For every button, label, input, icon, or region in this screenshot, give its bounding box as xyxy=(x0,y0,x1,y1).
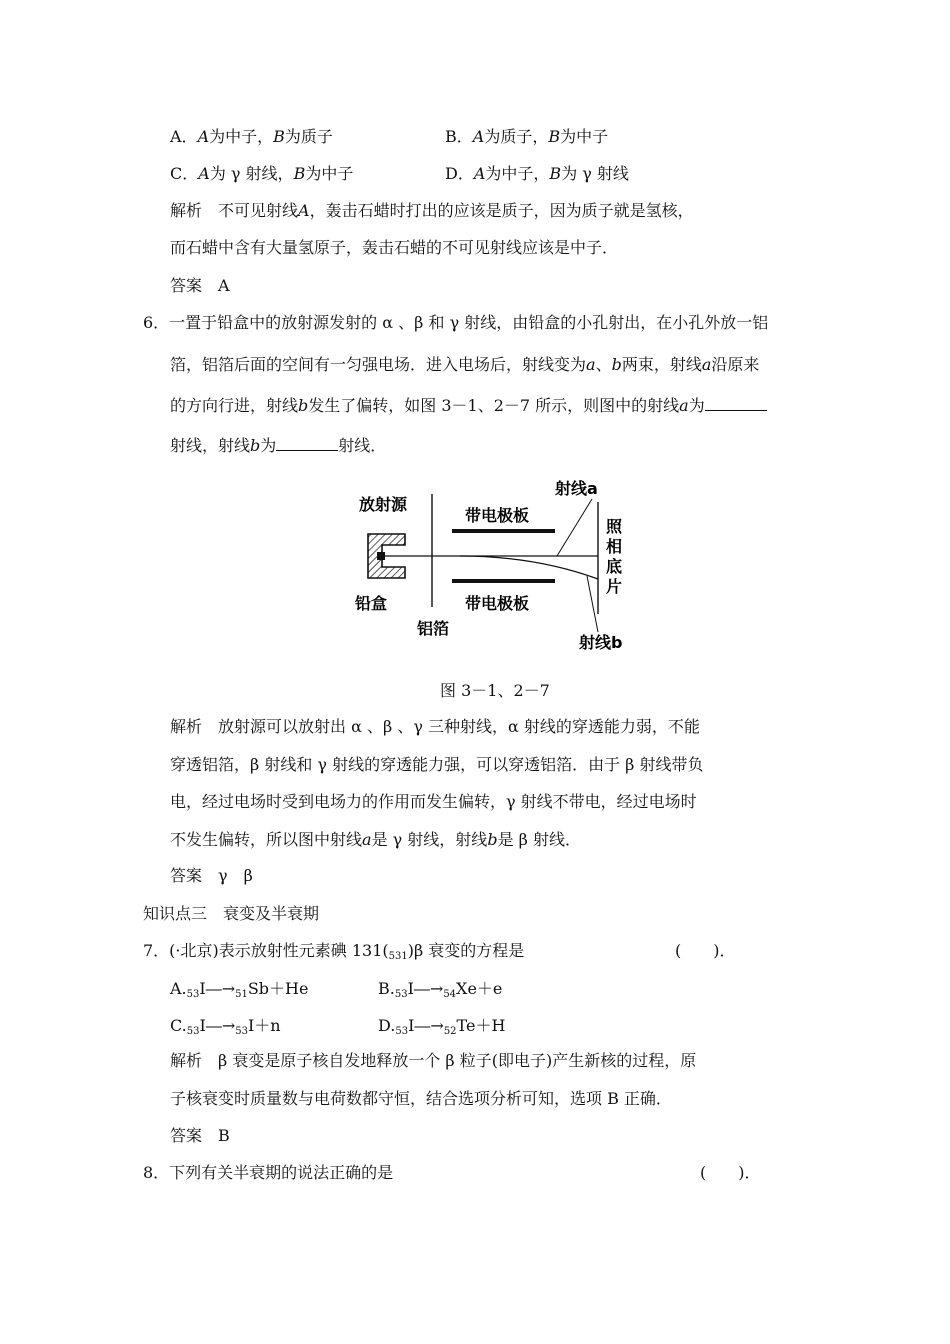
answer-blank xyxy=(705,396,767,411)
q6-analysis-line-4 xyxy=(170,830,581,850)
variable: b xyxy=(250,436,261,455)
formula-text: I―→ xyxy=(199,1016,236,1035)
formula-text: I―→ xyxy=(199,979,236,998)
analysis-text: 是 γ 射线，射线 xyxy=(371,830,488,849)
stem-text: 发生了偏转，如图 3－1、2－7 所示，则图中的射线 xyxy=(308,396,680,415)
variable: b xyxy=(298,396,309,415)
subscript: 53 xyxy=(394,989,408,1000)
variable: A xyxy=(198,164,210,183)
label-film-4: 片 xyxy=(606,577,623,596)
q6-stem-line-4 xyxy=(170,436,386,456)
stem-text: 为 xyxy=(260,436,277,455)
variable: a xyxy=(586,355,596,374)
variable: a xyxy=(701,355,712,374)
variable: a xyxy=(362,830,372,849)
option-text: 为 γ 射线 xyxy=(561,164,629,183)
stem-text: 7．(·北京)表示放射性元素碘 131( xyxy=(143,941,389,960)
stem-text: 沿原来 xyxy=(711,355,760,374)
option-prefix: A. xyxy=(170,979,187,998)
option-text: 为 γ 射线， xyxy=(209,164,294,183)
leader-ray-a xyxy=(557,499,592,556)
variable: a xyxy=(679,396,689,415)
stem-text: 箔，铝箔后面的空间有一匀强电场．进入电场后，射线变为 xyxy=(170,355,587,374)
q6-analysis-line-1: 解析 放射源可以放射出 α 、β 、γ 三种射线，α 射线的穿透能力弱，不能 xyxy=(170,717,700,736)
formula-text: I―→ xyxy=(408,1016,444,1035)
variable: B xyxy=(548,127,561,146)
variable: b xyxy=(487,830,498,849)
subscript: 54 xyxy=(443,989,457,1000)
q6-analysis-line-3: 电，经过电场时受到电场力的作用而发生偏转，γ 射线不带电，经过电场时 xyxy=(170,792,697,811)
plate-bottom xyxy=(452,579,555,583)
label-plate-top: 带电极板 xyxy=(465,506,530,525)
label-ray-a: 射线a xyxy=(555,479,598,498)
analysis-text: 是 β 射线． xyxy=(497,830,581,849)
q7-answer: 答案 B xyxy=(170,1126,230,1145)
label-ray-b: 射线b xyxy=(579,633,623,652)
option-text: 为中子， xyxy=(209,127,274,146)
variable: b xyxy=(611,355,622,374)
stem-text: 两束，射线 xyxy=(621,355,702,374)
q7-analysis-line-2: 子核衰变时质量数与电荷数都守恒，结合选项分析可知，选项 B 正确． xyxy=(170,1089,672,1108)
variable: B xyxy=(273,127,285,146)
label-foil: 铝箔 xyxy=(417,619,450,638)
plate-top xyxy=(452,529,555,533)
label-lead-box: 铅盒 xyxy=(355,594,388,613)
option-text: 为质子， xyxy=(484,127,549,146)
label-source: 放射源 xyxy=(359,495,408,514)
q7-option-d xyxy=(378,1016,505,1042)
q6-stem-line-3 xyxy=(170,396,767,416)
option-prefix: C． xyxy=(170,164,199,183)
q5-option-a xyxy=(170,127,333,147)
stem-text: 的方向行进，射线 xyxy=(170,396,299,415)
option-text: 为质子 xyxy=(284,127,333,146)
q5-option-c xyxy=(170,164,353,184)
leader-ray-b xyxy=(587,576,598,632)
formula-text: Te＋H xyxy=(456,1016,506,1035)
q7-option-c xyxy=(170,1016,281,1042)
q5-option-d xyxy=(445,164,629,184)
radiation-diagram xyxy=(355,472,625,657)
variable: A xyxy=(473,164,486,183)
radiation-figure xyxy=(355,472,625,657)
formula-text: I―→ xyxy=(407,979,444,998)
formula-text: I＋n xyxy=(247,1016,281,1035)
q6-stem-line-1: 6．一置于铅盒中的放射源发射的 α 、β 和 γ 射线，由铅盒的小孔射出，在小孔外放一铝 xyxy=(143,313,769,332)
stem-text: 射线，射线 xyxy=(170,436,251,455)
q7-option-b xyxy=(378,979,502,1005)
subscript: 53 xyxy=(235,1026,248,1037)
label-film-3: 底 xyxy=(606,557,623,576)
answer-blank xyxy=(276,436,338,451)
analysis-text: ，轰击石蜡时打出的应该是质子，因为质子就是氢核， xyxy=(309,201,694,220)
subscript: 53 xyxy=(186,1026,200,1037)
figure-caption: 图 3－1、2－7 xyxy=(440,681,550,700)
option-text: 为中子 xyxy=(305,164,354,183)
option-text: 为中子 xyxy=(560,127,609,146)
label-film-1: 照 xyxy=(606,517,623,536)
q5-option-b xyxy=(445,127,608,147)
label-film-2: 相 xyxy=(606,537,623,556)
variable: A xyxy=(197,127,210,146)
option-prefix: B． xyxy=(445,127,473,146)
formula-text: Sb＋He xyxy=(247,979,309,998)
subscript: 53 xyxy=(395,1026,409,1037)
subscript: 531 xyxy=(388,951,408,962)
variable: B xyxy=(293,164,306,183)
option-prefix: B. xyxy=(378,979,395,998)
label-plate-bottom: 带电极板 xyxy=(465,594,530,613)
q6-analysis-line-2: 穿透铝箔，β 射线和 γ 射线的穿透能力强，可以穿透铝箔．由于 β 射线带负 xyxy=(170,755,704,774)
stem-text: )β 衰变的方程是 xyxy=(407,941,525,960)
q5-answer: 答案 A xyxy=(170,276,230,295)
option-prefix: D. xyxy=(378,1016,396,1035)
ray-b-path xyxy=(460,556,598,579)
option-prefix: D． xyxy=(445,164,474,183)
q8-stem: 8．下列有关半衰期的说法正确的是 xyxy=(143,1163,394,1182)
option-text: 为中子， xyxy=(485,164,550,183)
variable: A xyxy=(472,127,485,146)
subscript: 52 xyxy=(443,1026,457,1037)
option-prefix: A． xyxy=(170,127,198,146)
subscript: 53 xyxy=(186,989,200,1000)
stem-text: 、 xyxy=(595,355,612,374)
analysis-text: 解析 不可见射线 xyxy=(170,201,299,220)
q7-option-a xyxy=(170,979,308,1005)
formula-text: Xe＋e xyxy=(456,979,503,998)
q7-analysis-line-1: 解析 β 衰变是原子核自发地释放一个 β 粒子(即电子)产生新核的过程，原 xyxy=(170,1051,697,1070)
q7-stem xyxy=(143,941,524,967)
source-square xyxy=(377,552,385,560)
q6-answer: 答案 γ β xyxy=(170,866,253,885)
analysis-text: 不发生偏转，所以图中射线 xyxy=(170,830,363,849)
section-title: 知识点三 衰变及半衰期 xyxy=(143,904,320,923)
stem-text: 射线． xyxy=(338,436,387,455)
q5-analysis-line-2: 而石蜡中含有大量氢原子，轰击石蜡的不可见射线应该是中子． xyxy=(170,238,619,257)
subscript: 51 xyxy=(235,989,248,1000)
q6-stem-line-2 xyxy=(170,355,759,375)
stem-text: 为 xyxy=(688,396,705,415)
option-prefix: C. xyxy=(170,1016,187,1035)
variable: B xyxy=(549,164,562,183)
q8-answer-paren: ( )． xyxy=(700,1163,761,1182)
variable: A xyxy=(298,201,310,220)
q7-answer-paren: ( )． xyxy=(675,941,736,960)
q5-analysis-line-1 xyxy=(170,201,694,221)
